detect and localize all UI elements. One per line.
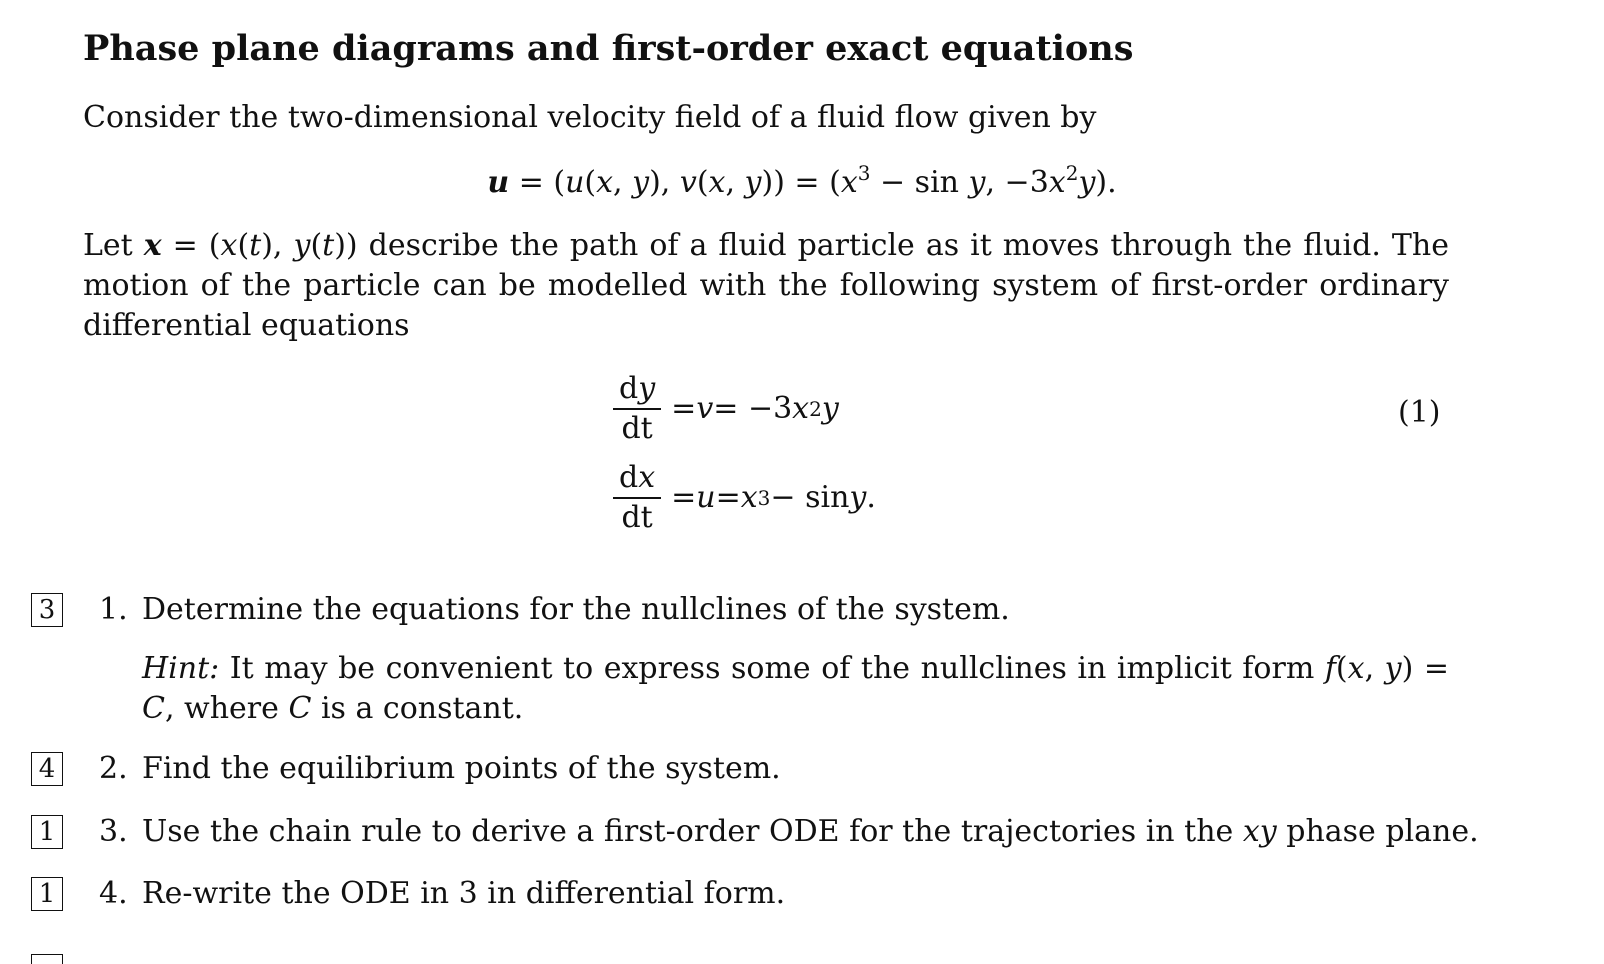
question-number-2: 2. bbox=[99, 751, 128, 786]
question-text-3: Use the chain rule to derive a first-order ODE for the trajectories in the xy phase plane. bbox=[142, 814, 1479, 849]
particle-path-paragraph: Let x = (x(t), y(t)) describe the path of a fluid particle as it moves through the fluid. The motion of the particle can be modelled with the following system of first-order ordinary differential equations bbox=[83, 228, 1449, 343]
question-number-4: 4. bbox=[99, 876, 128, 911]
page-title: Phase plane diagrams and first-order exact equations bbox=[83, 28, 1134, 69]
equation-number: (1) bbox=[1398, 395, 1441, 430]
marks-box-q3: 1 bbox=[31, 815, 63, 849]
intro-paragraph: Consider the two-dimensional velocity field of a fluid flow given by bbox=[83, 100, 1097, 135]
velocity-field-equation: u = (u(x, y), v(x, $y)) = (x^3 - \sin y$, $-3x^2y$). bbox=[487, 161, 1117, 200]
question-number-3: 3. bbox=[99, 814, 128, 849]
hint-paragraph: Hint: It may be convenient to express some of the nullclines in implicit form f(x, y) = C, where C is a constant. bbox=[142, 651, 1449, 726]
marks-box-partial bbox=[31, 954, 63, 964]
question-number-1: 1. bbox=[99, 592, 128, 627]
fraction-dy-dt: $\frac{dy}{dt}$ bbox=[613, 370, 661, 448]
marks-box-q1: 3 bbox=[31, 593, 63, 627]
ode-equation-dx-dt: $\frac{dx}{dt}$ = u = x 3 − sin y . bbox=[613, 459, 876, 537]
question-text-1: Determine the equations for the nullclines of the system. bbox=[142, 592, 1010, 627]
question-text-4: Re-write the ODE in 3 in differential form. bbox=[142, 876, 786, 911]
marks-box-q4: 1 bbox=[31, 877, 63, 911]
question-text-2: Find the equilibrium points of the system. bbox=[142, 751, 781, 786]
fraction-dx-dt: $\frac{dx}{dt}$ bbox=[613, 459, 661, 537]
ode-equation-dy-dt: $\frac{dy}{dt}$ = v = −3 x 2 y bbox=[613, 370, 839, 448]
marks-box-q2: 4 bbox=[31, 752, 63, 786]
